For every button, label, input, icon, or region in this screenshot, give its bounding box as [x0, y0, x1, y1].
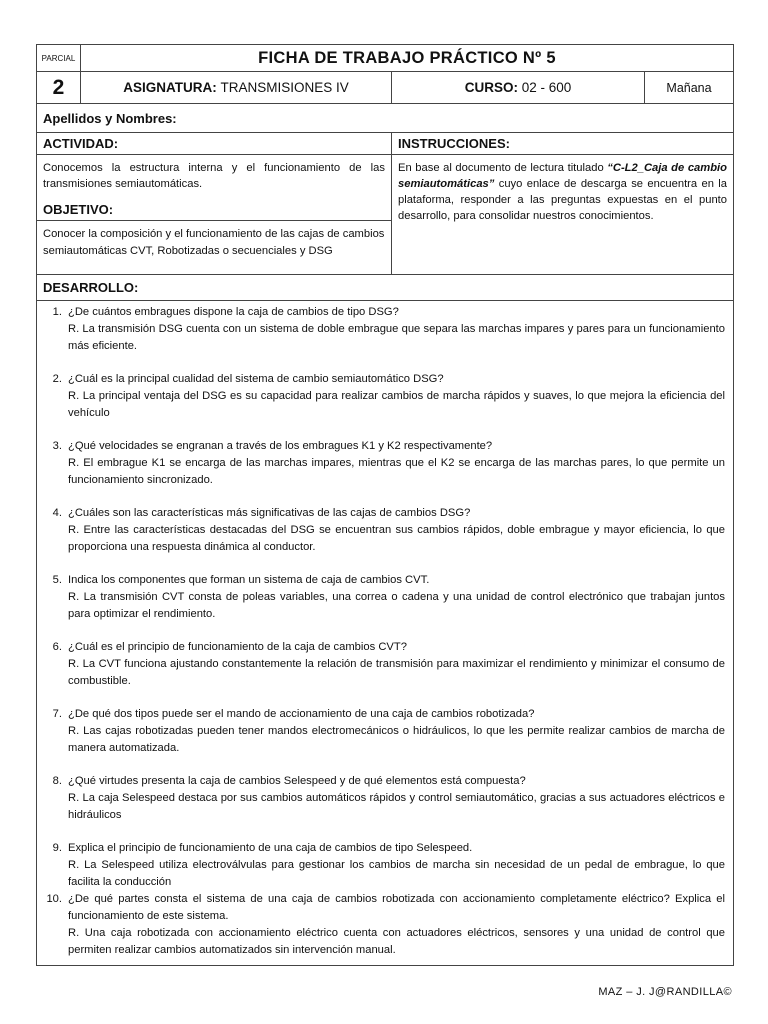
question-number: 7.	[52, 708, 62, 720]
question-number: 6.	[52, 641, 62, 653]
curso-label: CURSO:	[464, 80, 518, 95]
actividad-label: ACTIVIDAD:	[37, 133, 392, 154]
answer-text: R. La CVT funciona ajustando constantemente la relación de transmisión para maximizar el rendimiento y minimizar el consumo de combustible.	[68, 658, 725, 687]
instrucciones-text-post: cuyo enlace de descarga se encuentra en la plataforma, responder a las preguntas expuestas en el punto desarrollo, para consolidar nuestros conocimientos.	[398, 178, 727, 222]
question-number: 1.	[52, 306, 62, 318]
list-item	[43, 304, 725, 355]
question-text: ¿Cuáles son las características más significativas de las cajas de cambios DSG?	[68, 507, 471, 519]
worksheet	[36, 44, 734, 966]
apellidos-label: Apellidos y Nombres:	[43, 110, 177, 126]
question-text: ¿Qué virtudes presenta la caja de cambios Selespeed y de qué elementos está compuesta?	[68, 775, 526, 787]
list-item	[43, 371, 725, 422]
question-text: ¿Qué velocidades se engranan a través de los embragues K1 y K2 respectivamente?	[68, 440, 493, 452]
question-number: 9.	[52, 842, 62, 854]
desarrollo-label: DESARROLLO:	[43, 280, 139, 295]
question-number: 3.	[52, 440, 62, 452]
turno: Mañana	[666, 80, 712, 95]
question-text: Indica los componentes que forman un sistema de caja de cambios CVT.	[68, 574, 430, 586]
list-item	[43, 572, 725, 623]
question-body	[68, 572, 725, 623]
question-body	[68, 505, 725, 556]
question-body	[68, 773, 725, 824]
info-row	[37, 72, 733, 104]
question-body	[68, 840, 725, 891]
asignatura-label: ASIGNATURA:	[123, 80, 217, 95]
objetivo-label: OBJETIVO:	[37, 199, 391, 221]
title-row	[37, 45, 733, 72]
list-item	[43, 706, 725, 757]
answer-text: R. Las cajas robotizadas pueden tener mandos electromecánicos o hidráulicos, lo que les permite realizar cambios de marcha de manera automatizada.	[68, 725, 725, 754]
question-body	[68, 891, 725, 959]
desarrollo-header-row	[37, 275, 733, 301]
actividad-objetivo-column	[37, 155, 392, 274]
answer-text: R. Una caja robotizada con accionamiento eléctrico cuenta con actuadores eléctricos, sensores y una unidad de control que permiten realizar cambios automatizados sin intervención manual.	[68, 927, 725, 956]
answer-text: R. La principal ventaja del DSG es su capacidad para realizar cambios de marcha rápidos y suaves, lo que mejora la eficiencia del vehículo	[68, 390, 725, 419]
answer-text: R. La transmisión CVT consta de poleas variables, una correa o cadena y una unidad de control electrónico que trabajan juntos para optimizar el rendimiento.	[68, 591, 725, 620]
question-text: ¿Cuál es el principio de funcionamiento de la caja de cambios CVT?	[68, 641, 407, 653]
question-body	[68, 438, 725, 489]
question-text: ¿De cuántos embragues dispone la caja de cambios de tipo DSG?	[68, 306, 399, 318]
instrucciones-text	[392, 155, 733, 274]
page-title: FICHA DE TRABAJO PRÁCTICO Nº 5	[258, 48, 556, 67]
question-number: 4.	[52, 507, 62, 519]
curso-value: 02 - 600	[521, 80, 572, 95]
asignatura	[81, 72, 392, 103]
question-body	[68, 304, 725, 355]
section-headers-row	[37, 133, 733, 155]
question-text: ¿De qué dos tipos puede ser el mando de accionamiento de una caja de cambios robotizada?	[68, 708, 535, 720]
answer-text: R. La caja Selespeed destaca por sus cambios automáticos rápidos y control semiautomático, gracias a sus actuadores eléctricos e hidráulicos	[68, 792, 725, 821]
content-row	[37, 155, 733, 275]
footer-credit: MAZ – J. J@RANDILLA©	[598, 986, 732, 998]
asignatura-value: TRANSMISIONES IV	[220, 80, 349, 95]
desarrollo-list	[37, 301, 733, 965]
list-item	[43, 438, 725, 489]
objetivo-text: Conocer la composición y el funcionamiento de las cajas de cambios semiautomáticas CVT, Robotizadas o secuenciales y DSG	[43, 228, 385, 257]
question-body	[68, 706, 725, 757]
answer-text: R. La transmisión DSG cuenta con un sistema de doble embrague que separa las marchas impares y pares para un funcionamiento más eficiente.	[68, 323, 725, 352]
question-text: ¿Cuál es la principal cualidad del sistema de cambio semiautomático DSG?	[68, 373, 444, 385]
list-item	[43, 639, 725, 690]
list-item	[43, 891, 725, 959]
list-item	[43, 505, 725, 556]
question-text: ¿De qué partes consta el sistema de una caja de cambios robotizada con accionamiento completamente eléctrico? Explica el funcionamiento de este sistema.	[68, 893, 725, 922]
question-text: Explica el principio de funcionamiento de una caja de cambios de tipo Selespeed.	[68, 842, 473, 854]
curso	[392, 72, 645, 103]
question-number: 10.	[46, 893, 62, 905]
question-number: 5.	[52, 574, 62, 586]
answer-text: R. La Selespeed utiliza electroválvulas para gestionar los cambios de marcha sin necesidad de un pedal de embrague, lo que facilita la conducción	[68, 859, 725, 888]
instrucciones-text-pre: En base al documento de lectura titulado	[398, 162, 608, 174]
question-body	[68, 371, 725, 422]
instrucciones-document-title: “C-L2_Caja de cambio semiautomáticas”	[398, 162, 727, 190]
list-item	[43, 773, 725, 824]
parcial-label: PARCIAL	[37, 45, 81, 71]
answer-text: R. El embrague K1 se encarga de las marchas impares, mientras que el K2 se encarga de las marchas pares, lo que permite un funcionamiento sincronizado.	[68, 457, 725, 486]
list-item	[43, 840, 725, 891]
question-number: 2.	[52, 373, 62, 385]
question-body	[68, 639, 725, 690]
apellidos-row	[37, 104, 733, 133]
question-number: 8.	[52, 775, 62, 787]
parcial-number: 2	[37, 72, 81, 103]
actividad-text: Conocemos la estructura interna y el funcionamiento de las transmisiones semiautomáticas.	[43, 162, 385, 190]
answer-text: R. Entre las características destacadas del DSG se encuentran sus cambios rápidos, doble embrague y mayor eficiencia, lo que proporciona una respuesta dinámica al conductor.	[68, 524, 725, 553]
instrucciones-label: INSTRUCCIONES:	[398, 136, 510, 151]
